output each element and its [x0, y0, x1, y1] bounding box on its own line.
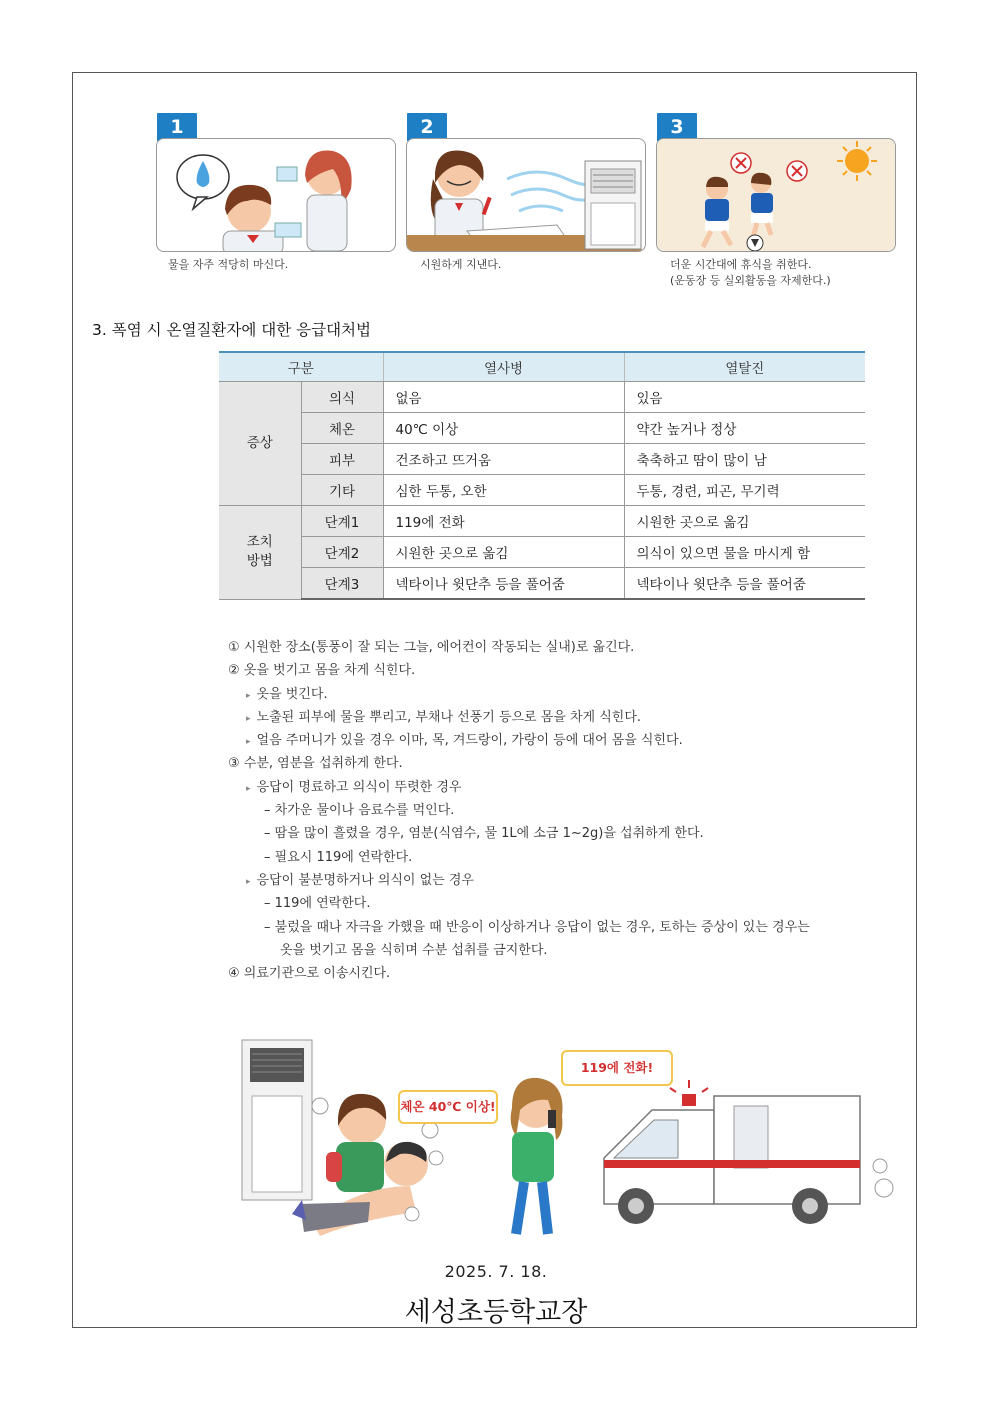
step-line: ③ 수분, 염분을 섭취하게 한다.	[228, 756, 403, 772]
step-line: – 119에 연락한다.	[264, 896, 371, 912]
speech-bubble-temperature: 체온 40℃ 이상!	[398, 1090, 498, 1124]
table-row	[219, 506, 865, 537]
tip-panel-2	[406, 112, 646, 252]
header-heat-exhaustion: 열탈진	[624, 352, 865, 382]
bullet-triangle-icon: ▸	[246, 690, 251, 701]
header-heatstroke: 열사병	[383, 352, 624, 382]
group-label-text: 조치	[246, 534, 273, 551]
step-line: – 필요시 119에 연락한다.	[264, 849, 413, 865]
table-row	[219, 444, 865, 475]
bullet-triangle-icon: ▸	[246, 713, 251, 724]
exhaustion-cell: 약간 높거나 정상	[624, 413, 865, 444]
exhaustion-cell: 있음	[624, 382, 865, 413]
step-text: 노출된 피부에 물을 뿌리고, 부채나 선풍기 등으로 몸을 차게 식힌다.	[256, 709, 642, 725]
drinking-water-illustration	[156, 138, 396, 252]
exhaustion-cell: 시원한 곳으로 옮김	[624, 506, 865, 537]
heatstroke-cell: 40℃ 이상	[383, 413, 624, 444]
panel-number-badge: 1	[156, 112, 198, 142]
step-line	[228, 729, 878, 752]
first-aid-steps	[228, 636, 878, 985]
table-row	[219, 537, 865, 568]
sub-label: 피부	[301, 444, 383, 475]
sub-label: 기타	[301, 475, 383, 506]
tip-panel-3	[656, 112, 896, 252]
step-text: 옷을 벗긴다.	[256, 686, 328, 702]
sub-label: 단계2	[301, 537, 383, 568]
step-line: ① 시원한 장소(통풍이 잘 되는 그늘, 에어컨이 작동되는 실내)로 옮긴다.	[228, 640, 635, 655]
group-label-symptoms	[219, 382, 301, 506]
document-date: 2025. 7. 18.	[444, 1262, 548, 1281]
table-row	[219, 413, 865, 444]
rest-in-heat-illustration	[656, 138, 896, 252]
step-text: 얼음 주머니가 있을 경우 이마, 목, 겨드랑이, 가랑이 등에 대어 몸을 식힌다.	[256, 733, 683, 749]
caption-line: (운동장 등 실외활동을 자제한다.)	[670, 274, 831, 287]
bullet-triangle-icon: ▸	[246, 783, 251, 794]
heatstroke-cell: 없음	[383, 382, 624, 413]
principal-signature-line: 세성초등학교장	[404, 1297, 588, 1328]
exhaustion-cell: 두통, 경련, 피곤, 무기력	[624, 475, 865, 506]
step-line	[228, 869, 878, 892]
table-header-row	[219, 352, 865, 382]
tip-panel-1	[156, 112, 396, 252]
bullet-triangle-icon: ▸	[246, 876, 251, 887]
group-label-text: 증상	[246, 435, 273, 451]
sub-label: 체온	[301, 413, 383, 444]
sub-label: 단계1	[301, 506, 383, 537]
table-row	[219, 568, 865, 600]
exhaustion-cell: 축축하고 땀이 많이 남	[624, 444, 865, 475]
cool-place-illustration	[406, 138, 646, 252]
heatstroke-cell: 넥타이나 윗단추 등을 풀어줌	[383, 568, 624, 600]
speech-bubble-call-119: 119에 전화!	[561, 1050, 673, 1086]
step-text: 응답이 불분명하거나 의식이 없는 경우	[256, 872, 474, 888]
step-line: – 차가운 물이나 음료수를 먹인다.	[264, 803, 455, 819]
group-label-actions	[219, 506, 301, 600]
panel-caption-1: 물을 자주 적당히 마신다.	[168, 258, 289, 271]
panel-caption-2: 시원하게 지낸다.	[420, 258, 502, 271]
step-line	[228, 706, 878, 729]
step-line: – 땀을 많이 흘렸을 경우, 염분(식염수, 물 1L에 소금 1~2g)을 섭취하게 한다.	[264, 826, 704, 842]
exhaustion-cell: 의식이 있으면 물을 마시게 함	[624, 537, 865, 568]
heatstroke-cell: 119에 전화	[383, 506, 624, 537]
panel-caption-3	[670, 257, 831, 289]
caption-line: 더운 시간대에 휴식을 취한다.	[670, 258, 812, 271]
step-line	[228, 683, 878, 706]
panel-number-badge: 2	[406, 112, 448, 142]
exhaustion-cell: 넥타이나 윗단추 등을 풀어줌	[624, 568, 865, 600]
panel-number-badge: 3	[656, 112, 698, 142]
step-line	[228, 776, 878, 799]
step-line: ② 옷을 벗기고 몸을 차게 식힌다.	[228, 663, 416, 679]
sub-label: 의식	[301, 382, 383, 413]
table-row	[219, 382, 865, 413]
step-line: 옷을 벗기고 몸을 식히며 수분 섭취를 금지한다.	[280, 942, 548, 958]
section-title: 3. 폭염 시 온열질환자에 대한 응급대처법	[92, 321, 371, 339]
sub-label: 단계3	[301, 568, 383, 600]
table-row	[219, 475, 865, 506]
heat-illness-table	[219, 351, 865, 600]
heatstroke-cell: 시원한 곳으로 옮김	[383, 537, 624, 568]
step-line: ④ 의료기관으로 이송시킨다.	[228, 966, 391, 982]
bullet-triangle-icon: ▸	[246, 737, 251, 748]
heatstroke-cell: 심한 두통, 오한	[383, 475, 624, 506]
step-text: 응답이 명료하고 의식이 뚜렷한 경우	[256, 779, 462, 795]
step-line: – 불렀을 때나 자극을 가했을 때 반응이 이상하거나 응답이 없는 경우, 토하는 증상이 있는 경우는	[264, 919, 810, 935]
heatstroke-cell: 건조하고 뜨거움	[383, 444, 624, 475]
header-category: 구분	[219, 352, 383, 382]
group-label-text: 방법	[246, 553, 273, 570]
